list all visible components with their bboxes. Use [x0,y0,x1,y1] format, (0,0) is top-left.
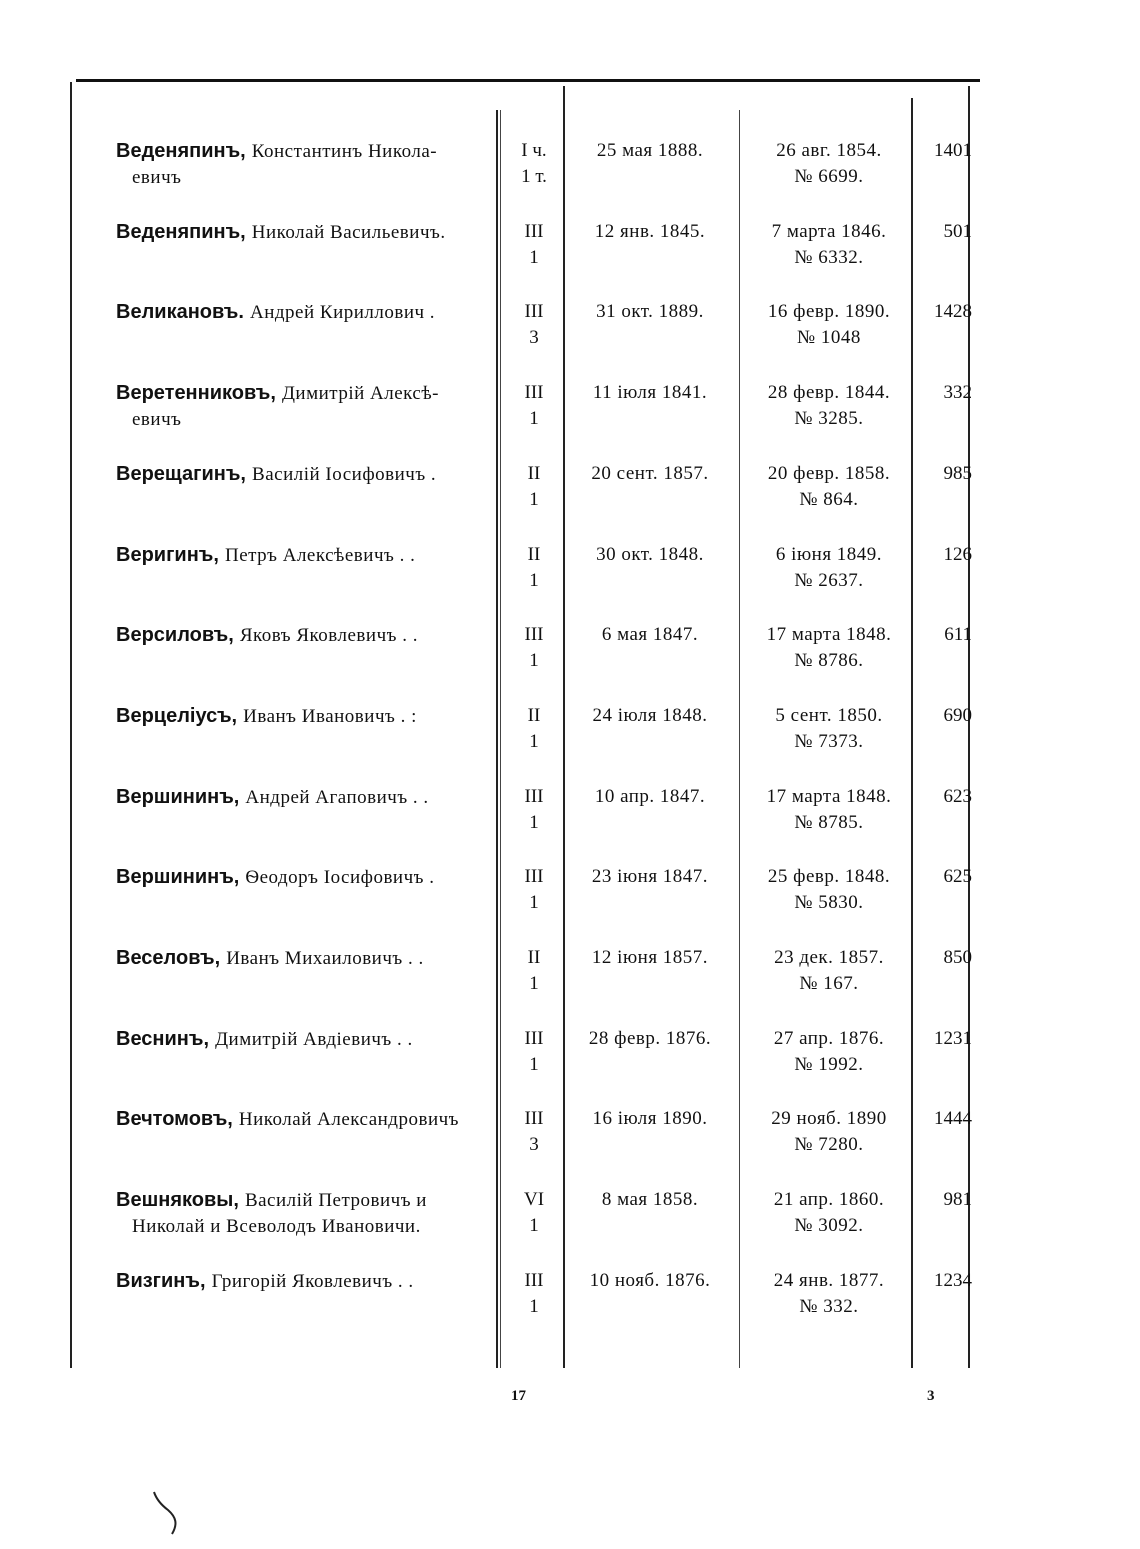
surname: Вершининъ, [116,785,240,808]
class-volume: 1 [529,1215,539,1237]
surname: Верцеліусъ, [116,704,238,727]
approval-ref: № 3285. [794,408,864,430]
given-name-cont: евичъ [132,409,182,431]
given-name: Димитрій Алексѣ- [281,383,439,405]
class-cell [500,703,568,755]
class-part: III [524,382,544,404]
person-name [116,219,496,246]
person-name [116,1268,496,1295]
approval-date: 28 февр. 1844. [767,382,891,404]
class-part: III [524,301,544,323]
approval-ref: № 6332. [794,246,864,268]
given-name: Иванъ Ивановичъ . : [243,705,417,727]
class-cell [500,542,568,594]
surname: Веснинъ, [116,1027,210,1050]
approval-date: 5 сент. 1850. [775,704,883,726]
class-volume: 1 [529,892,539,914]
table-row [0,784,1140,864]
person-name [116,299,496,326]
surname: Веселовъ, [116,947,221,969]
approval-cell [740,542,918,594]
approval-cell [740,380,918,432]
grant-date: 23 іюня 1847. [591,866,709,888]
grant-date: 20 сент. 1857. [591,462,709,484]
approval-cell [740,622,918,674]
top-rule [76,79,980,82]
class-part: II [527,704,541,726]
surname: Великановъ. [116,301,244,324]
person-name [116,1187,496,1240]
person-name [116,1026,496,1053]
approval-ref: № 864. [799,488,859,510]
table-row [0,1268,1140,1348]
surname: Веретенниковъ, [116,382,276,405]
class-cell [500,1106,568,1158]
class-volume: 1 [529,650,539,672]
class-cell [500,945,568,997]
class-part: I ч. [521,140,547,161]
class-cell [500,138,568,190]
approval-cell [740,1026,918,1078]
table-row [0,380,1140,460]
class-cell [500,864,568,916]
class-part: III [524,866,544,888]
approval-date: 24 янв. 1877. [773,1269,885,1291]
class-part: III [524,1108,544,1130]
grant-date: 10 нояб. 1876. [589,1269,711,1291]
approval-cell [740,1268,918,1320]
grant-date: 25 мая 1888. [596,140,704,161]
pen-mark [150,1490,190,1540]
class-volume: 1 [529,488,539,510]
table-row [0,703,1140,783]
entry-number: 611 [944,624,972,646]
approval-ref: № 2637. [794,569,864,591]
entry-number: 981 [943,1189,972,1211]
grant-date: 8 мая 1858. [601,1189,699,1211]
grant-date: 31 окт. 1889. [596,301,704,323]
grant-date: 10 апр. 1847. [594,785,706,807]
given-name: Андрей Агаповичъ . . [245,786,429,808]
entry-number: 126 [943,543,972,565]
approval-ref: № 1992. [794,1053,864,1075]
table-row [0,1026,1140,1106]
surname: Версиловъ, [116,624,234,647]
approval-cell [740,1187,918,1239]
grant-date: 28 февр. 1876. [588,1027,712,1049]
given-name: Иванъ Михаиловичъ . . [226,948,424,969]
page-number-left: 17 [511,1388,526,1404]
class-cell [500,1268,568,1320]
surname: Визгинъ, [116,1269,206,1292]
approval-ref: № 1048 [797,327,861,349]
class-volume: 3 [529,327,539,349]
approval-date: 6 іюня 1849. [775,543,883,565]
approval-cell [740,219,918,271]
class-volume: 1 [529,408,539,430]
entry-number: 985 [943,462,972,484]
person-name [116,864,496,891]
entry-number: 1231 [934,1027,972,1049]
approval-date: 25 февр. 1848. [767,866,891,888]
grant-date: 11 іюля 1841. [592,382,708,404]
person-name [116,1106,496,1133]
grant-date: 24 іюля 1848. [592,704,708,726]
surname: Веригинъ, [116,543,219,566]
approval-date: 29 нояб. 1890 [771,1108,887,1130]
entry-number: 850 [943,947,972,968]
person-name [116,461,496,488]
grant-date: 16 іюля 1890. [592,1108,708,1130]
entry-number: 1234 [934,1269,972,1291]
surname: Вешняковы, [116,1189,239,1212]
given-name: Василій Петровичъ и [244,1190,427,1212]
given-name: Андрей Кириллович . [249,302,436,324]
surname: Вечтомовъ, [116,1108,233,1131]
table-row [0,1187,1140,1267]
class-cell [500,219,568,271]
given-name: Яковъ Яковлевичъ . . [239,625,418,647]
given-name: Николай Александровичъ [238,1109,459,1131]
class-volume: 1 т. [521,166,547,187]
surname: Верещагинъ, [116,462,246,485]
surname: Веденяпинъ, [116,220,246,243]
class-part: II [527,462,541,484]
class-part: III [524,220,544,242]
person-name [116,138,496,191]
entry-number: 501 [943,220,972,242]
class-volume: 1 [529,1295,539,1317]
class-volume: 1 [529,730,539,752]
approval-date: 20 февр. 1858. [767,462,891,484]
grant-date: 12 янв. 1845. [594,220,706,242]
page-number-right: 3 [927,1388,935,1404]
class-cell [500,380,568,432]
approval-date: 26 авг. 1854. [776,140,882,161]
grant-date: 6 мая 1847. [601,624,699,646]
table-row [0,219,1140,299]
approval-cell [740,299,918,351]
class-cell [500,1026,568,1078]
table-row [0,1106,1140,1186]
approval-ref: № 8785. [794,811,864,833]
class-part: III [524,1269,544,1291]
approval-cell [740,703,918,755]
class-cell [500,784,568,836]
class-part: III [524,1027,544,1049]
class-volume: 1 [529,973,539,994]
approval-cell [740,461,918,513]
table-row [0,945,1140,1025]
surname: Веденяпинъ, [116,140,246,162]
approval-ref: № 5830. [794,892,864,914]
class-cell [500,622,568,674]
approval-date: 17 марта 1848. [766,624,892,646]
class-volume: 1 [529,1053,539,1075]
approval-ref: № 167. [799,973,859,994]
class-volume: 1 [529,569,539,591]
approval-date: 7 марта 1846. [771,220,887,242]
given-name: Николай Васильевичъ. [251,221,446,243]
approval-date: 23 дек. 1857. [774,947,884,968]
class-volume: 3 [529,1134,539,1156]
approval-date: 27 апр. 1876. [773,1027,885,1049]
class-volume: 1 [529,246,539,268]
approval-ref: № 6699. [794,166,864,187]
person-name [116,380,496,433]
approval-cell [740,1106,918,1158]
person-name [116,945,496,972]
approval-cell [740,864,918,916]
class-cell [500,299,568,351]
approval-ref: № 7373. [794,730,864,752]
approval-date: 17 марта 1848. [766,785,892,807]
class-part: VI [523,1189,545,1211]
person-name [116,622,496,649]
surname: Вершининъ, [116,866,240,889]
entry-number: 1401 [934,140,972,161]
person-name [116,703,496,730]
approval-date: 16 февр. 1890. [767,301,891,323]
class-cell [500,1187,568,1239]
approval-cell [740,138,918,190]
class-part: II [527,543,541,565]
class-part: II [527,947,541,968]
approval-ref: № 3092. [794,1215,864,1237]
given-name: Константинъ Никола- [251,141,438,162]
class-part: III [524,785,544,807]
table-row [0,864,1140,944]
person-name [116,784,496,811]
class-cell [500,461,568,513]
approval-ref: № 8786. [794,650,864,672]
table-row [0,461,1140,541]
given-name-cont: евичъ [132,167,182,188]
entry-number: 690 [943,704,972,726]
given-name: Петръ Алексѣевичъ . . [224,544,416,566]
approval-date: 21 апр. 1860. [773,1189,885,1211]
given-name-cont: Николай и Всеволодъ Ивановичи. [132,1216,421,1238]
given-name: Димитрій Авдіевичъ . . [215,1028,413,1050]
given-name: Ѳеодоръ Іосифовичъ . [245,867,435,889]
grant-date: 12 іюня 1857. [591,947,709,968]
given-name: Василій Іосифовичъ . [252,463,437,485]
table-row [0,622,1140,702]
approval-ref: № 332. [799,1295,859,1317]
table-row [0,138,1140,218]
person-name [116,542,496,569]
class-part: III [524,624,544,646]
table-row [0,542,1140,622]
entry-number: 1444 [934,1108,972,1130]
entry-number: 332 [943,382,972,404]
entry-number: 625 [943,866,972,888]
entry-number: 1428 [934,301,972,323]
entry-number: 623 [943,785,972,807]
approval-cell [740,784,918,836]
grant-date: 30 окт. 1848. [596,543,704,565]
approval-ref: № 7280. [794,1134,864,1156]
class-volume: 1 [529,811,539,833]
table-row [0,299,1140,379]
given-name: Григорій Яковлевичъ . . [211,1270,414,1292]
approval-cell [740,945,918,997]
